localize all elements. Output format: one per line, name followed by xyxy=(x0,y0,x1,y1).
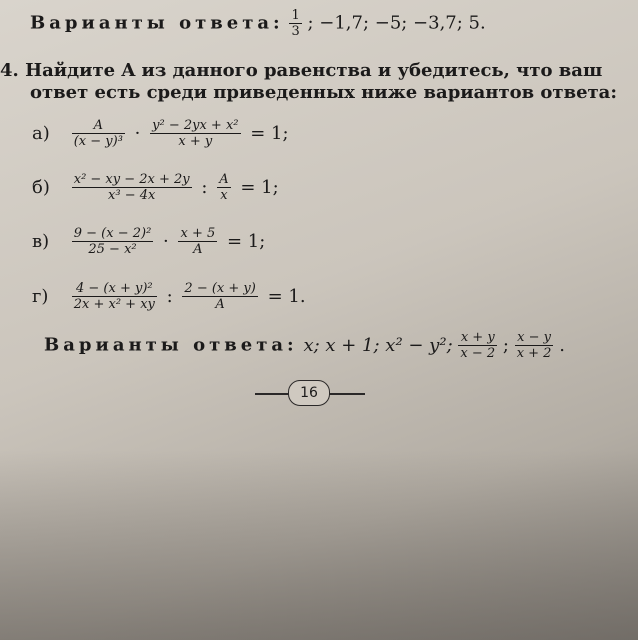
equation-result: = 1; xyxy=(240,177,279,198)
task-text-2: ответ есть среди приведенных ниже вариантов ответа: xyxy=(30,82,617,103)
task-line-1 xyxy=(0,60,602,81)
fraction-1 xyxy=(72,281,157,312)
equation-label: б) xyxy=(32,177,50,198)
fraction-denominator: 2x + x² + xy xyxy=(73,297,155,312)
fraction-denominator: A xyxy=(215,297,225,312)
fraction-numerator: A xyxy=(72,118,125,134)
operator: : xyxy=(166,286,173,307)
fraction-1 xyxy=(72,172,192,203)
fraction-numerator: x − y xyxy=(515,330,554,346)
answers-label: Варианты ответа: xyxy=(44,334,298,356)
equation-b xyxy=(32,172,283,203)
fraction-2 xyxy=(150,118,240,149)
page-number-ornament xyxy=(255,380,365,408)
fraction-numerator: 4 − (x + y)² xyxy=(72,281,157,297)
top-answer-options xyxy=(30,8,486,39)
answer-fraction xyxy=(289,8,301,39)
fraction-numerator: x + 5 xyxy=(180,226,216,241)
fraction-denominator: 25 − x² xyxy=(88,242,137,257)
operator: : xyxy=(201,177,208,198)
fraction-2 xyxy=(182,281,257,312)
fraction-numerator: x + y xyxy=(458,330,497,346)
equation-result: = 1; xyxy=(226,231,266,252)
answers-label: Варианты ответа: xyxy=(30,12,284,34)
answer-values: ; −1,7; −5; −3,7; 5. xyxy=(307,12,486,34)
equation-result: = 1. xyxy=(267,286,306,307)
fraction-1 xyxy=(72,226,154,257)
fraction-2 xyxy=(217,172,230,203)
operator: · xyxy=(163,231,169,252)
fraction-numerator: y² − 2yx + x² xyxy=(152,118,239,133)
fraction-denominator: x xyxy=(220,188,228,203)
bottom-answer-options xyxy=(44,330,565,361)
fraction-1 xyxy=(72,118,125,149)
task-text-1: Найдите A из данного равенства и убедитесь, что ваш xyxy=(25,60,603,81)
fraction-denominator: 3 xyxy=(291,24,300,39)
equation-a xyxy=(32,118,293,149)
equation-label: а) xyxy=(32,123,50,144)
separator: ; xyxy=(502,335,509,356)
task-line-2 xyxy=(30,82,617,103)
fraction-2 xyxy=(178,226,217,257)
fraction-denominator: x + 2 xyxy=(516,346,552,361)
fraction-denominator: A xyxy=(193,242,203,257)
equation-g xyxy=(32,281,310,312)
page-shadow xyxy=(0,450,638,640)
fraction-numerator: 9 − (x − 2)² xyxy=(73,226,152,241)
fraction-denominator: x + y xyxy=(178,134,213,149)
fraction-denominator: x − 2 xyxy=(460,346,496,361)
operator: · xyxy=(134,123,141,144)
equation-label: в) xyxy=(32,231,50,252)
answer-values: x; x + 1; x² − y²; xyxy=(303,335,453,356)
equation-v xyxy=(32,226,269,257)
page-number: 16 xyxy=(288,380,330,406)
fraction-numerator: 1 xyxy=(291,8,300,23)
fraction-numerator: x² − xy − 2x + 2y xyxy=(73,172,190,187)
answer-fraction-2 xyxy=(515,330,554,361)
end-punctuation: . xyxy=(559,335,565,356)
fraction-denominator: (x − y)³ xyxy=(73,134,123,149)
fraction-numerator: 2 − (x + y) xyxy=(184,281,256,296)
fraction-denominator: x³ − 4x xyxy=(108,188,156,203)
equation-label: г) xyxy=(32,286,49,307)
equation-result: = 1; xyxy=(250,123,289,144)
answer-fraction-1 xyxy=(458,330,497,361)
fraction-numerator: A xyxy=(219,172,229,187)
task-number: 4. xyxy=(0,60,19,81)
